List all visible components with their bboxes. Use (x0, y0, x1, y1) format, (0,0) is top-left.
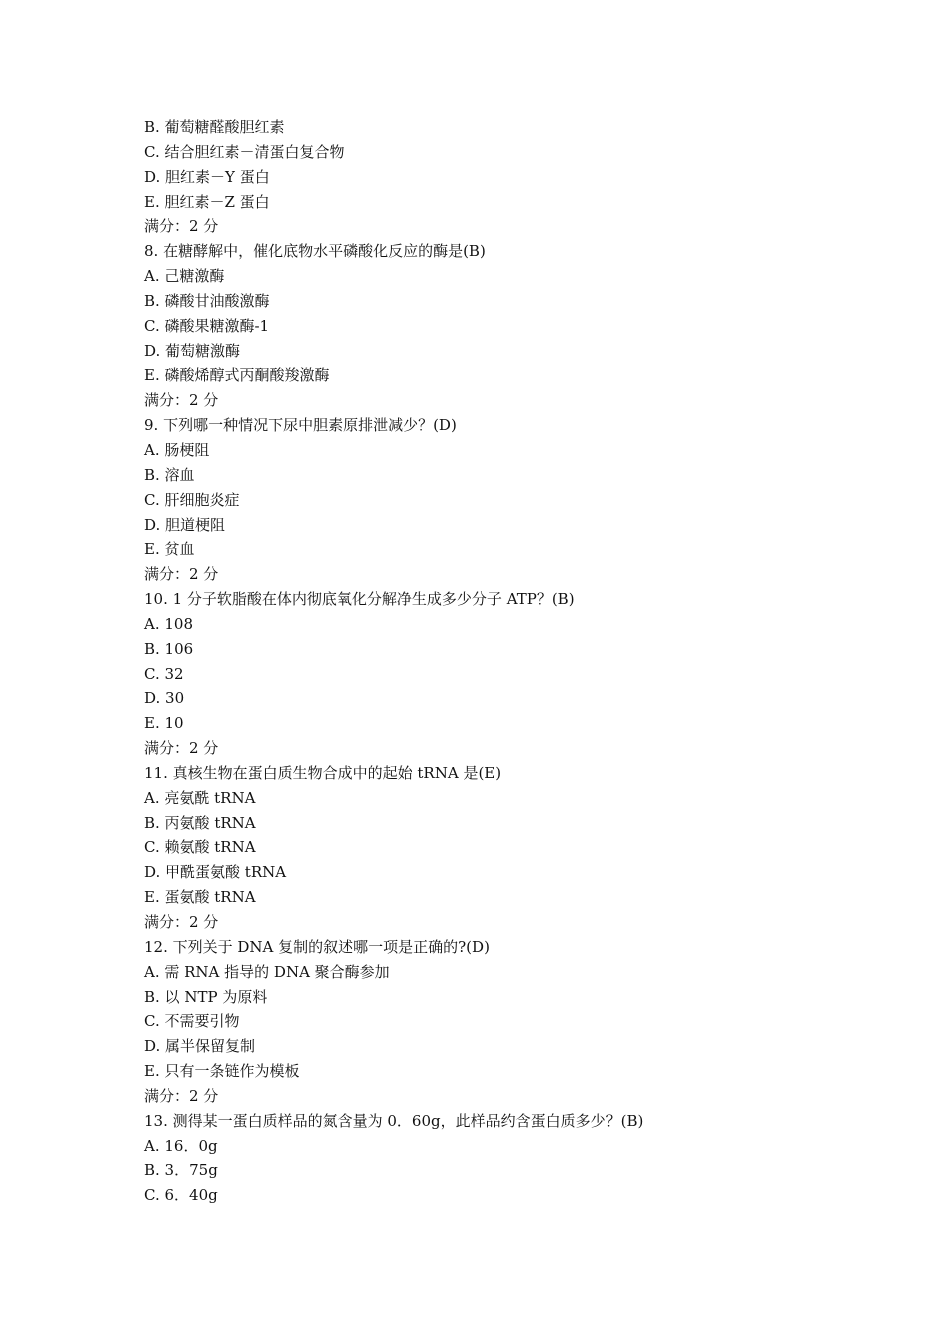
score-q11: 满分：2 分 (144, 913, 219, 931)
option-b-q9: B. 溶血 (144, 465, 195, 484)
option-d-q7: D. 胆红素－Y 蛋白 (144, 167, 270, 186)
score-q12: 满分：2 分 (144, 1086, 219, 1105)
option-b-q13: B. 3．75g (144, 1161, 218, 1180)
option-a-q8: A. 己糖激酶 (144, 267, 225, 286)
option-a-q13: A. 16．0g (144, 1136, 218, 1155)
question-8: 8. 在糖酵解中，催化底物水平磷酸化反应的酶是(B) (144, 242, 486, 261)
question-11: 11. 真核生物在蛋白质生物合成中的起始 tRNA 是(E) (144, 763, 502, 782)
option-c-q7: C. 结合胆红素－清蛋白复合物 (144, 142, 345, 161)
option-d-q9: D. 胆道梗阻 (144, 515, 226, 534)
option-e-q11: E. 蛋氨酸 tRNA (144, 888, 256, 907)
question-12: 12. 下列关于 DNA 复制的叙述哪一项是正确的?(D) (144, 937, 490, 956)
question-9: 9. 下列哪一种情况下尿中胆素原排泄减少？(D) (144, 416, 457, 435)
question-10: 10. 1 分子软脂酸在体内彻底氧化分解净生成多少分子 ATP？(B) (144, 590, 575, 609)
question-13: 13. 测得某一蛋白质样品的氮含量为 0．60g，此样品约含蛋白质多少？(B) (144, 1111, 644, 1130)
option-d-q10: D. 30 (144, 689, 185, 708)
option-a-q12: A. 需 RNA 指导的 DNA 聚合酶参加 (144, 962, 390, 981)
option-c-q11: C. 赖氨酸 tRNA (144, 838, 256, 857)
option-c-q12: C. 不需要引物 (144, 1012, 240, 1031)
option-b-q7: B. 葡萄糖醛酸胆红素 (144, 118, 285, 136)
option-b-q8: B. 磷酸甘油酸激酶 (144, 291, 270, 310)
option-c-q10: C. 32 (144, 664, 184, 683)
option-b-q10: B. 106 (144, 639, 194, 658)
option-c-q8: C. 磷酸果糖激酶-1 (144, 316, 270, 335)
option-e-q8: E. 磷酸烯醇式丙酮酸羧激酶 (144, 366, 330, 385)
document-body (144, 115, 844, 1208)
option-d-q11: D. 甲酰蛋氨酸 tRNA (144, 863, 287, 882)
option-b-q12: B. 以 NTP 为原料 (144, 987, 268, 1006)
option-c-q9: C. 肝细胞炎症 (144, 490, 240, 509)
option-c-q13: C. 6．40g (144, 1186, 218, 1205)
option-e-q9: E. 贫血 (144, 540, 195, 559)
score-q10: 满分：2 分 (144, 739, 219, 758)
option-e-q7: E. 胆红素－Z 蛋白 (144, 192, 270, 211)
option-a-q11: A. 亮氨酰 tRNA (144, 788, 256, 807)
option-a-q10: A. 108 (144, 614, 193, 633)
option-e-q10: E. 10 (144, 714, 184, 733)
option-e-q12: E. 只有一条链作为模板 (144, 1062, 300, 1081)
score-q9: 满分：2 分 (144, 565, 219, 584)
score-q7: 满分：2 分 (144, 217, 219, 236)
score-q8: 满分：2 分 (144, 391, 219, 410)
option-b-q11: B. 丙氨酸 tRNA (144, 813, 256, 832)
option-d-q12: D. 属半保留复制 (144, 1037, 256, 1056)
option-a-q9: A. 肠梗阻 (144, 440, 210, 459)
option-d-q8: D. 葡萄糖激酶 (144, 341, 241, 360)
